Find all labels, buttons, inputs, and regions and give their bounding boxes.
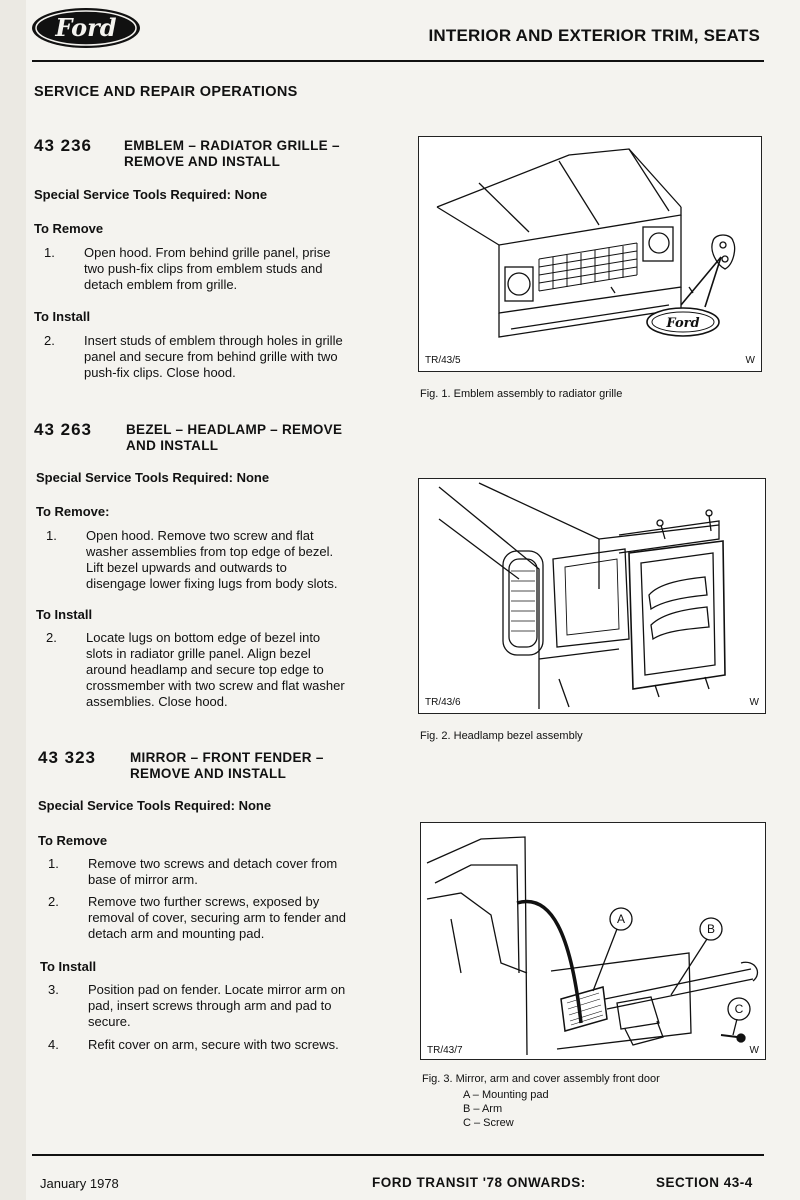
- figure-mark: W: [749, 1045, 759, 1056]
- figure-1-emblem: [418, 136, 762, 372]
- figure-legend-item: A – Mounting pad: [463, 1089, 549, 1101]
- callout-b: B: [706, 922, 716, 936]
- operation-title-line2: REMOVE AND INSTALL: [124, 154, 281, 169]
- step-line: Insert studs of emblem through holes in grille: [84, 333, 343, 348]
- step-line: detach arm and mounting pad.: [88, 926, 265, 941]
- step-line: Open hood. Remove two screw and flat: [86, 528, 314, 543]
- footer-section: SECTION 43-4: [656, 1175, 753, 1190]
- operation-title-line2: REMOVE AND INSTALL: [130, 766, 287, 781]
- mirror-illustration: [421, 823, 765, 1059]
- special-tools: Special Service Tools Required: None: [36, 470, 270, 485]
- install-heading: To Install: [40, 959, 97, 974]
- figure-3-mirror: [420, 822, 766, 1060]
- step-line: washer assemblies from top edge of bezel.: [86, 544, 334, 559]
- step: [46, 528, 382, 594]
- operation-title-line2: AND INSTALL: [126, 438, 219, 453]
- step-number: 2.: [44, 333, 55, 348]
- emblem-text: Ford: [666, 316, 700, 331]
- figure-caption: Fig. 3. Mirror, arm and cover assembly front door: [422, 1073, 660, 1085]
- step-line: base of mirror arm.: [88, 872, 198, 887]
- footer-publication: FORD TRANSIT '78 ONWARDS:: [372, 1175, 586, 1190]
- step-number: 1.: [48, 856, 59, 871]
- step-line: two push-fix clips from emblem studs and: [84, 261, 323, 276]
- step-line: secure.: [88, 1014, 131, 1029]
- operation-number: 43 263: [34, 420, 92, 439]
- step: [48, 982, 384, 1032]
- step-line: crossmember with two screw and flat washer: [86, 678, 345, 693]
- step-line: Lift bezel upwards and outwards to: [86, 560, 287, 575]
- operation-number: 43 236: [34, 136, 92, 155]
- step-line: Remove two screws and detach cover from: [88, 856, 338, 871]
- figure-legend-item: C – Screw: [463, 1117, 514, 1129]
- step-line: Refit cover on arm, secure with two screws.: [88, 1037, 339, 1052]
- header-rule: [32, 60, 764, 62]
- section-heading: SERVICE AND REPAIR OPERATIONS: [34, 84, 298, 100]
- figure-mark: W: [749, 697, 759, 708]
- remove-heading: To Remove:: [36, 504, 110, 519]
- figure-2-headlamp-bezel: [418, 478, 766, 714]
- step-line: pad, insert screws through arm and pad to: [88, 998, 332, 1013]
- operation-title-line1: BEZEL – HEADLAMP – REMOVE: [126, 422, 343, 437]
- remove-heading: To Remove: [38, 833, 108, 848]
- footer-rule: [32, 1154, 764, 1156]
- step-number: 2.: [48, 894, 59, 909]
- step-line: removal of cover, securing arm to fender and: [88, 910, 346, 925]
- step-line: Remove two further screws, exposed by: [88, 894, 320, 909]
- step-line: Open hood. From behind grille panel, prise: [84, 245, 331, 260]
- step: [48, 1037, 384, 1055]
- step-line: panel and secure from behind grille with two: [84, 349, 338, 364]
- figure-code: TR/43/6: [425, 697, 461, 708]
- footer-date: January 1978: [40, 1176, 119, 1191]
- special-tools: Special Service Tools Required: None: [34, 187, 268, 202]
- figure-code: TR/43/5: [425, 355, 461, 366]
- step-line: Locate lugs on bottom edge of bezel into: [86, 630, 321, 645]
- remove-heading: To Remove: [34, 221, 104, 236]
- step: [44, 245, 380, 295]
- step-line: push-fix clips. Close hood.: [84, 365, 236, 380]
- install-heading: To Install: [36, 607, 93, 622]
- figure-legend-item: B – Arm: [463, 1103, 503, 1115]
- install-heading: To Install: [34, 309, 91, 324]
- step-line: slots in radiator grille panel. Align bezel: [86, 646, 311, 661]
- logo-text: Ford: [55, 13, 117, 42]
- callout-a: A: [616, 912, 626, 926]
- step-number: 3.: [48, 982, 59, 997]
- figure-code: TR/43/7: [427, 1045, 463, 1056]
- step: [44, 333, 380, 383]
- figure-mark: W: [745, 355, 755, 366]
- operation-title-line1: EMBLEM – RADIATOR GRILLE –: [124, 138, 340, 153]
- step-number: 1.: [44, 245, 55, 260]
- step-number: 2.: [46, 630, 57, 645]
- step-line: Position pad on fender. Locate mirror arm on: [88, 982, 346, 997]
- operation-title-line1: MIRROR – FRONT FENDER –: [130, 750, 324, 765]
- special-tools: Special Service Tools Required: None: [38, 798, 272, 813]
- step-number: 1.: [46, 528, 57, 543]
- operation-number: 43 323: [38, 748, 96, 767]
- ford-logo: [30, 6, 142, 50]
- step-line: around headlamp and secure top edge to: [86, 662, 324, 677]
- step: [48, 894, 384, 944]
- step-line: disengage lower fixing lugs from body slots.: [86, 576, 338, 591]
- figure-caption: Fig. 1. Emblem assembly to radiator grille: [420, 388, 623, 400]
- step-number: 4.: [48, 1037, 59, 1052]
- step-line: detach emblem from grille.: [84, 277, 238, 292]
- step-line: assemblies. Close hood.: [86, 694, 228, 709]
- step: [46, 630, 382, 712]
- callout-c: C: [734, 1002, 744, 1016]
- header-title: INTERIOR AND EXTERIOR TRIM, SEATS: [428, 26, 760, 45]
- headlamp-bezel-illustration: [419, 479, 765, 713]
- page-edge: [0, 0, 26, 1200]
- emblem-illustration: [419, 137, 761, 371]
- figure-caption: Fig. 2. Headlamp bezel assembly: [420, 730, 583, 742]
- step: [48, 856, 384, 890]
